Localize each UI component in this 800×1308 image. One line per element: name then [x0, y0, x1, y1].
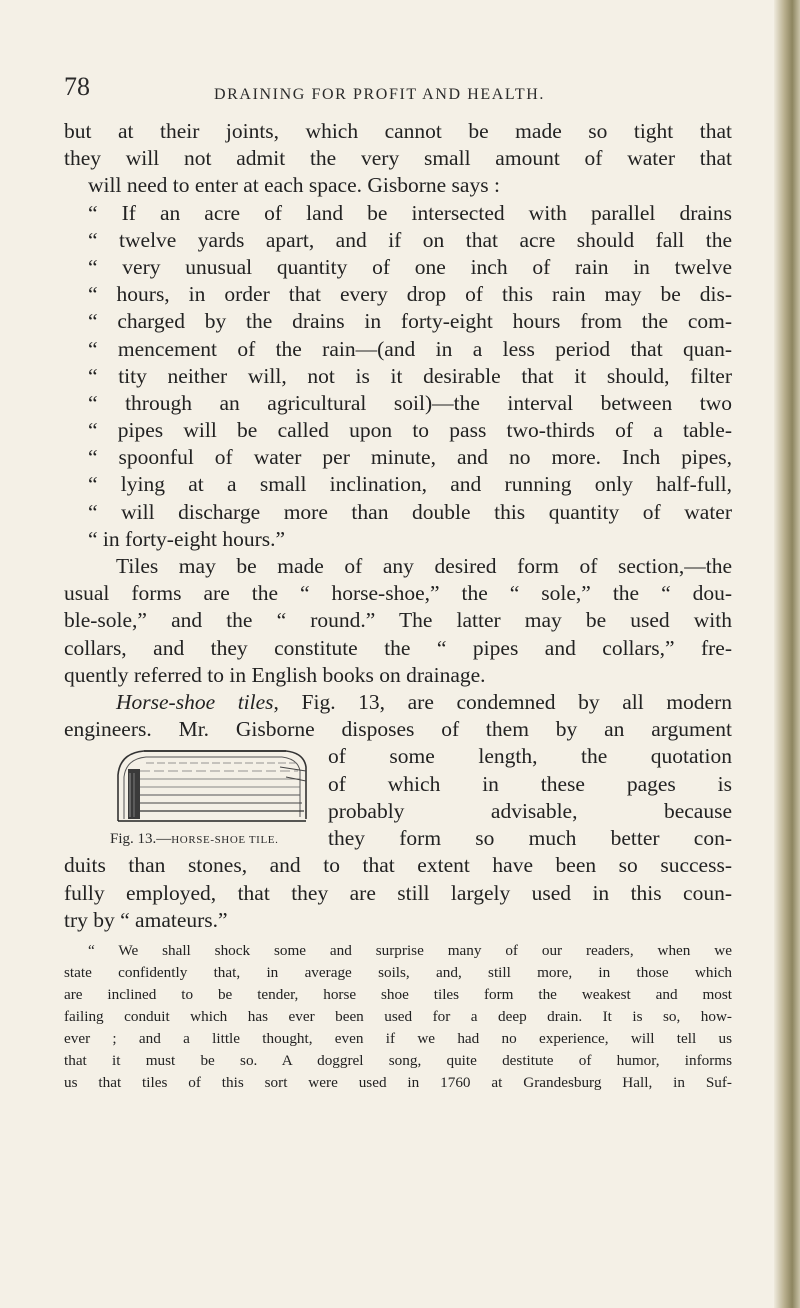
figure-caption-prefix: Fig. 13.— — [110, 831, 172, 848]
text-line: Tiles may be made of any desired form of section,—the — [116, 554, 732, 578]
running-head: DRAINING FOR PROFIT AND HEALTH. — [214, 86, 545, 103]
footnote-line: “ We shall shock some and surprise many of our readers, when we — [88, 941, 732, 959]
text-line: they will not admit the very small amount of water that — [64, 146, 732, 171]
text-line: duits than stones, and to that extent have been so success- — [64, 853, 732, 878]
quote-line: “ pipes will be called upon to pass two-thirds of a table- — [88, 418, 732, 443]
text-line: probably advisable, because — [328, 798, 732, 823]
quote-line: “ If an acre of land be intersected with parallel drains — [88, 200, 732, 225]
quote-line: “ through an agricultural soil)—the interval between two — [88, 390, 732, 415]
quote-line: “ mencement of the rain—(and in a less period that quan- — [88, 336, 732, 361]
horse-shoe-tile-figure — [110, 747, 310, 851]
body-text — [64, 118, 732, 1094]
quote-line: “ charged by the drains in forty-eight hours from the com- — [88, 309, 732, 334]
quote-line: “ lying at a small inclination, and running only half-full, — [88, 472, 732, 497]
text-line: of which in these pages is — [328, 771, 732, 796]
quote-line: “ twelve yards apart, and if on that acre should fall the — [88, 227, 732, 252]
quote-line: “ tity neither will, not is it desirable that it should, filter — [88, 363, 732, 388]
figure-caption-label: HORSE-SHOE TILE. — [171, 834, 279, 847]
footnote-line: state confidently that, in average soils, and, still more, in those which — [64, 963, 732, 981]
horse-shoe-rest: , Fig. 13, are condemned by all modern — [273, 689, 732, 714]
quote-line: “ will discharge more than double this quantity of water — [88, 499, 732, 524]
quote-line: “ very unusual quantity of one inch of rain in twelve — [88, 254, 732, 279]
text-line: will need to enter at each space. Gisborne says : — [88, 173, 500, 198]
footnote-line: us that tiles of this sort were used in 1760 at Grandesburg Hall, in Suf- — [64, 1073, 732, 1091]
text-line: of some length, the quotation — [328, 744, 732, 769]
page-edge-shadow — [774, 0, 800, 1308]
quote-line: “ in forty-eight hours.” — [88, 526, 286, 551]
quote-line: “ spoonful of water per minute, and no more. Inch pipes, — [88, 445, 732, 470]
page-number: 78 — [64, 72, 90, 101]
text-line: collars, and they constitute the “ pipes and collars,” fre- — [64, 635, 732, 660]
text-line: engineers. Mr. Gisborne disposes of them by an argument — [64, 717, 732, 742]
figure-with-text — [64, 743, 732, 852]
footnote-line: ever ; and a little thought, even if we had no experience, will tell us — [64, 1029, 732, 1047]
footnote-line: are inclined to be tender, horse shoe tiles form the weakest and most — [64, 985, 732, 1003]
footnote-line: that it must be so. A doggrel song, quite destitute of humor, informs — [64, 1051, 732, 1069]
text-line: fully employed, that they are still largely used in this coun- — [64, 880, 732, 905]
quote-line: “ hours, in order that every drop of this rain may be dis- — [88, 282, 732, 307]
horse-shoe-heading: Horse-shoe tiles — [116, 689, 274, 714]
text-line: quently referred to in English books on drainage. — [64, 662, 486, 687]
text-line: but at their joints, which cannot be made so tight that — [64, 119, 732, 143]
footnote-line: failing conduit which has ever been used for a deep drain. It is so, how- — [64, 1007, 732, 1025]
horse-shoe-tile-illustration — [110, 747, 310, 829]
figure-caption — [110, 831, 278, 848]
text-line: usual forms are the “ horse-shoe,” the “ sole,” the “ dou- — [64, 581, 732, 606]
text-line: try by “ amateurs.” — [64, 907, 228, 932]
figure-wrap-text — [328, 743, 732, 852]
text-line: ble-sole,” and the “ round.” The latter may be used with — [64, 608, 732, 633]
text-line: they form so much better con- — [328, 825, 732, 850]
paragraph-horse-shoe — [64, 689, 732, 716]
